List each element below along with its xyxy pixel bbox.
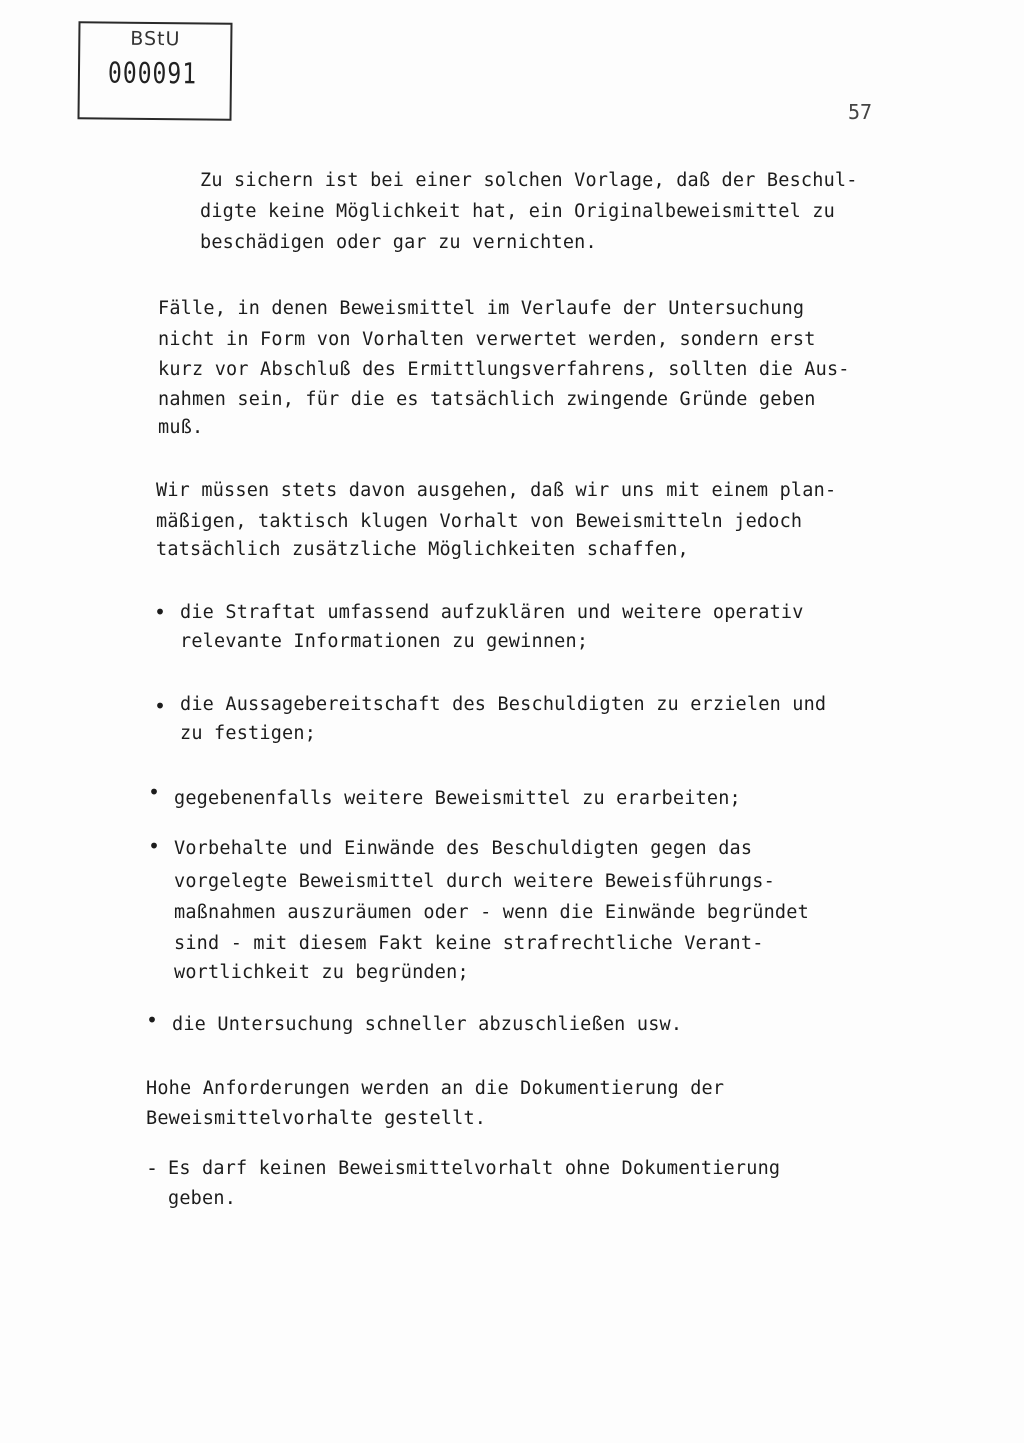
bullet-3-marker: • (148, 780, 161, 804)
bullet-2-line-2: zu festigen; (180, 723, 317, 744)
bullet-2-marker: • (154, 694, 167, 718)
paragraph-2-line-1: Fälle, in denen Beweismittel im Verlaufe der Untersuchung (158, 298, 805, 319)
stamp-number: 000091 (107, 57, 198, 91)
stamp-label: BStU (130, 27, 181, 51)
bullet-4-line-5: wortlichkeit zu begründen; (174, 962, 469, 983)
bullet-5-marker: • (146, 1008, 159, 1032)
paragraph-2-line-3: kurz vor Abschluß des Ermittlungsverfahrens, sollten die Aus- (158, 359, 850, 380)
bullet-4-marker: • (148, 834, 161, 858)
bullet-4-line-4: sind - mit diesem Fakt keine strafrechtliche Verant- (174, 933, 764, 954)
dash-marker: - (146, 1156, 159, 1180)
dash-item-line-1: Es darf keinen Beweismittelvorhalt ohne Dokumentierung (168, 1158, 781, 1179)
closing-line-2: Beweismittelvorhalte gestellt. (146, 1108, 487, 1129)
bullet-5-line-1: die Untersuchung schneller abzuschließen usw. (172, 1014, 683, 1035)
bullet-1-marker: • (154, 600, 167, 624)
archive-stamp (77, 21, 232, 121)
paragraph-1-line-3: beschädigen oder gar zu vernichten. (200, 232, 597, 253)
bullet-2-line-1: die Aussagebereitschaft des Beschuldigten zu erzielen und (180, 694, 827, 715)
paragraph-2-line-5: muß. (158, 417, 204, 438)
paragraph-1-line-2: digte keine Möglichkeit hat, ein Originalbeweismittel zu (200, 201, 835, 222)
paragraph-2-line-4: nahmen sein, für die es tatsächlich zwingende Gründe geben (158, 389, 816, 410)
bullet-3-line-1: gegebenenfalls weitere Beweismittel zu erarbeiten; (174, 788, 741, 809)
dash-item-line-2: geben. (168, 1188, 237, 1209)
paragraph-2-line-2: nicht in Form von Vorhalten verwertet werden, sondern erst (158, 329, 816, 350)
bullet-4-line-3: maßnahmen auszuräumen oder - wenn die Einwände begründet (174, 902, 809, 923)
closing-line-1: Hohe Anforderungen werden an die Dokumentierung der (146, 1078, 725, 1099)
paragraph-3-line-1: Wir müssen stets davon ausgehen, daß wir uns mit einem plan- (156, 480, 837, 501)
paragraph-3-line-2: mäßigen, taktisch klugen Vorhalt von Beweismitteln jedoch (156, 511, 803, 532)
page-number: 57 (848, 100, 873, 124)
bullet-4-line-1: Vorbehalte und Einwände des Beschuldigten gegen das (174, 838, 753, 859)
paragraph-3-line-3: tatsächlich zusätzliche Möglichkeiten schaffen, (156, 539, 689, 560)
paragraph-1-line-1: Zu sichern ist bei einer solchen Vorlage, daß der Beschul- (200, 170, 858, 191)
bullet-1-line-2: relevante Informationen zu gewinnen; (180, 631, 589, 652)
bullet-1-line-1: die Straftat umfassend aufzuklären und weitere operativ (180, 602, 804, 623)
bullet-4-line-2: vorgelegte Beweismittel durch weitere Beweisführungs- (174, 871, 775, 892)
